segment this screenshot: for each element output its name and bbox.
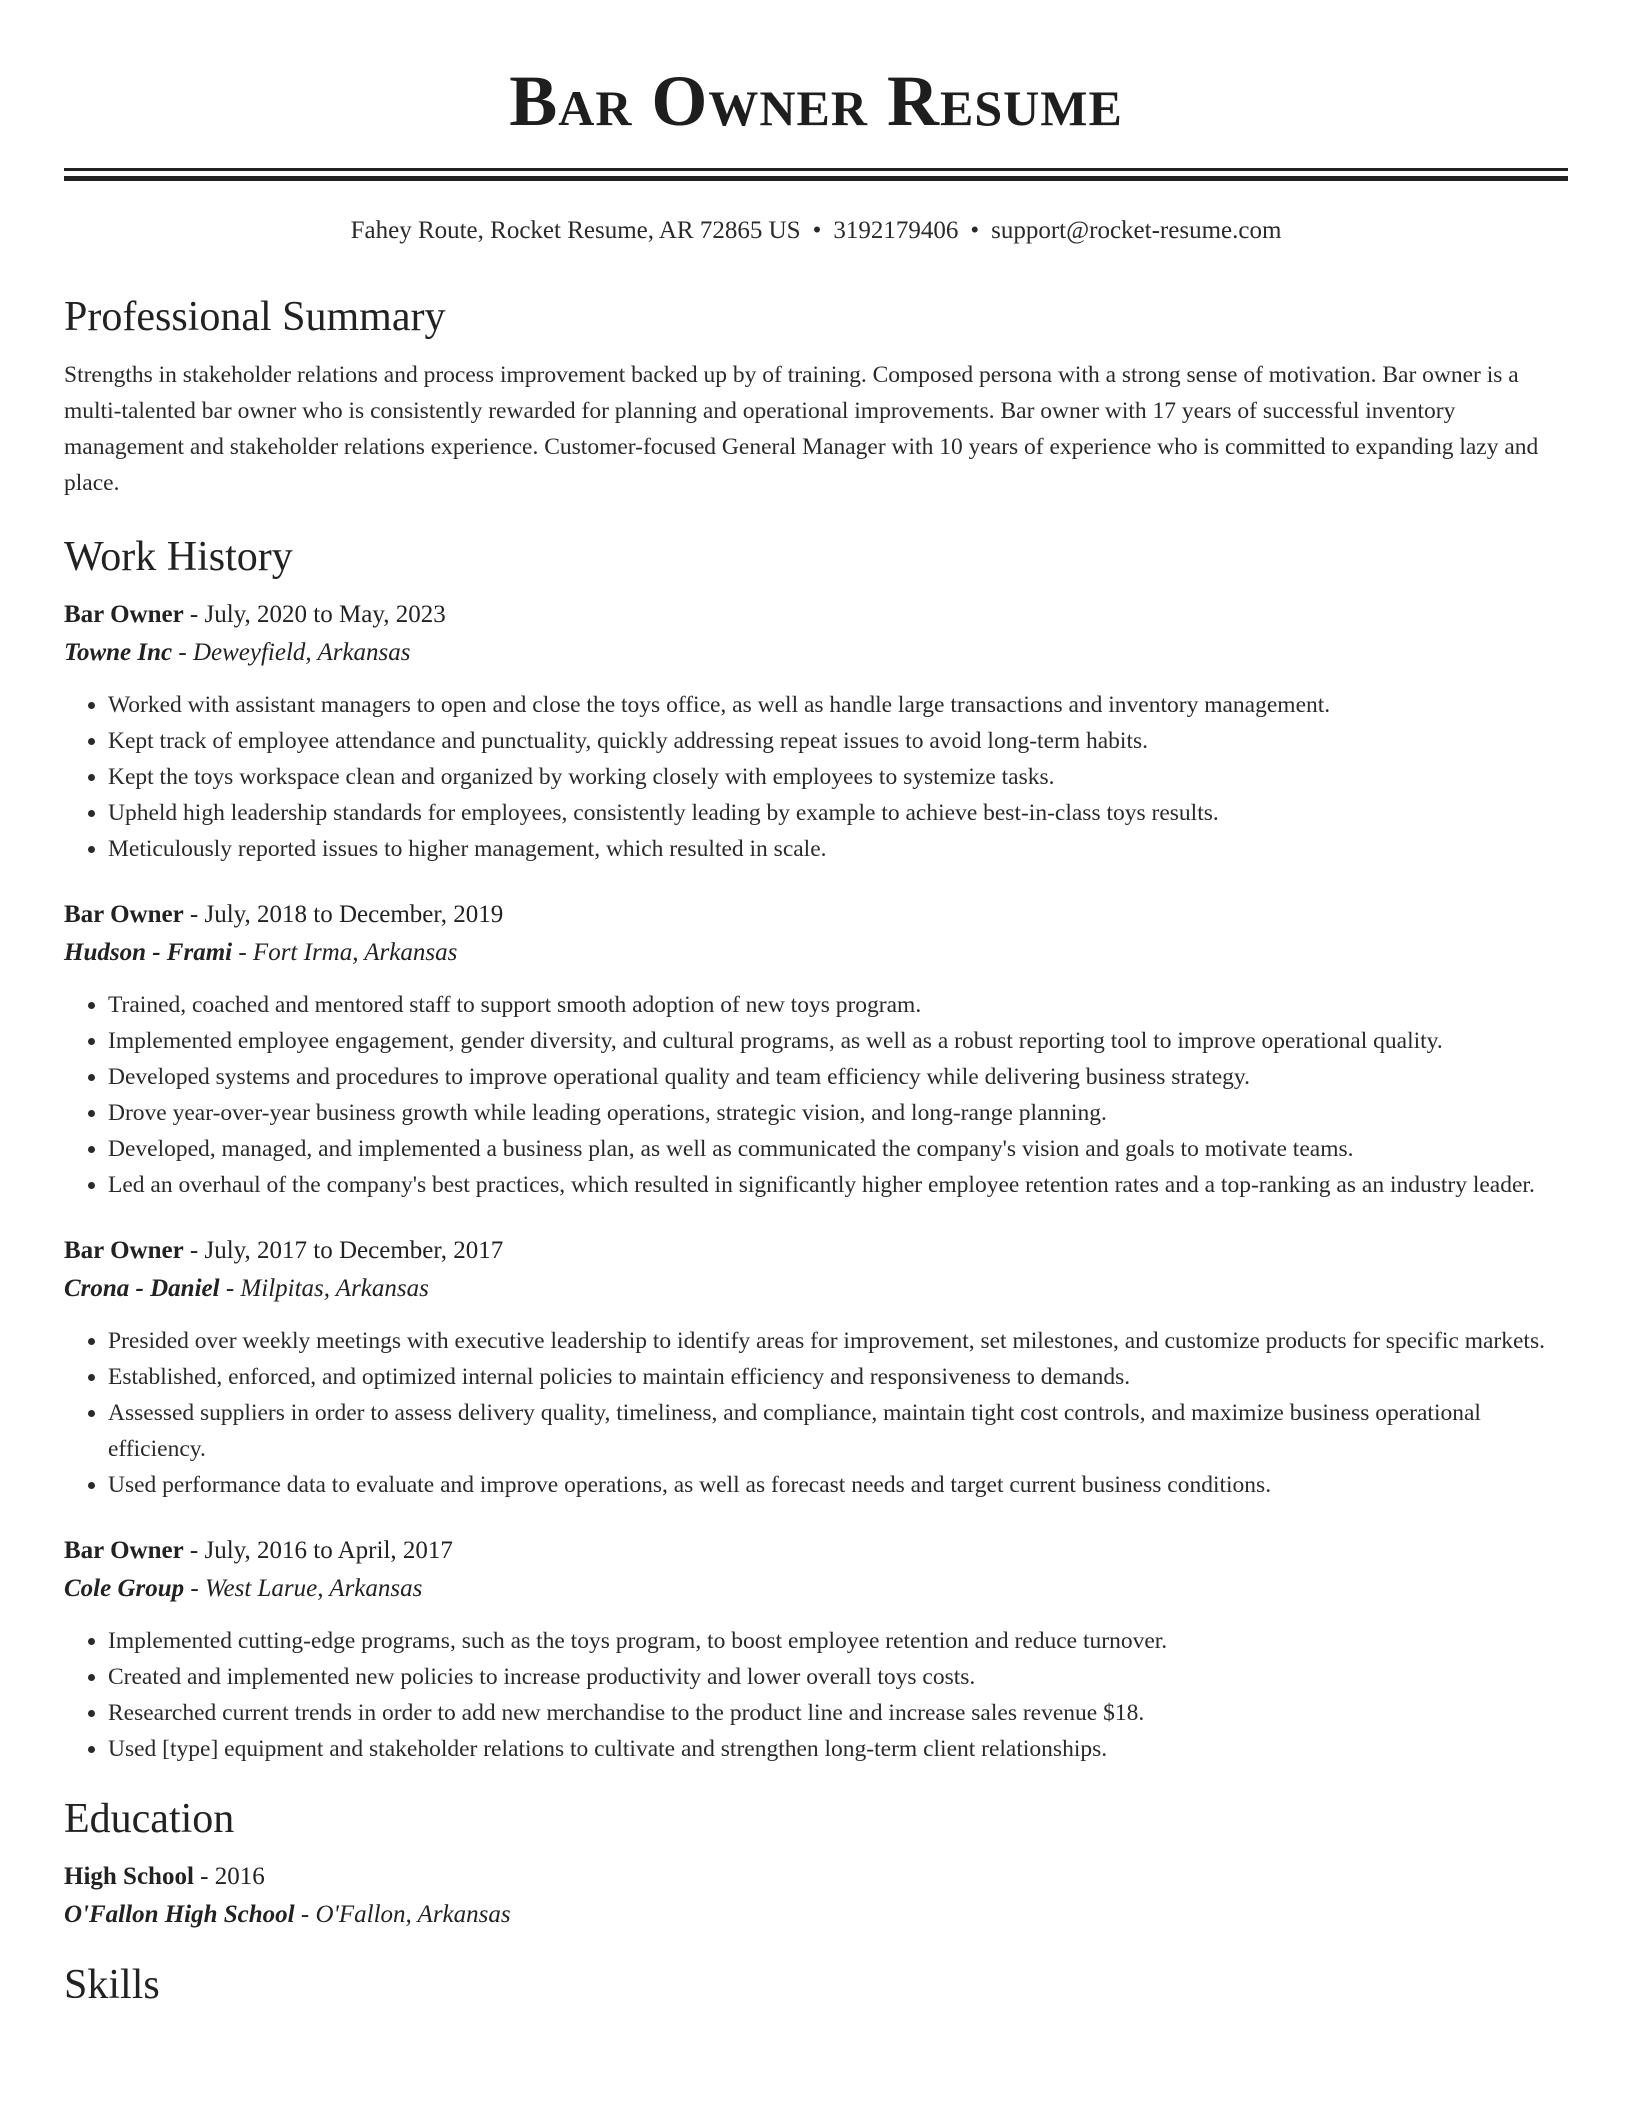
summary-section bbox=[64, 291, 1568, 501]
job-title-line bbox=[64, 1233, 1568, 1269]
job-bullet: • Kept the toys workspace clean and organized by working closely with employees to systemize tasks. bbox=[108, 759, 1568, 795]
job-bullet: • Trained, coached and mentored staff to support smooth adoption of new toys program. bbox=[108, 987, 1568, 1023]
education-heading: Education bbox=[64, 1796, 235, 1842]
work-history-section bbox=[64, 531, 1568, 1767]
job-bullets bbox=[64, 1323, 1568, 1503]
skills-section bbox=[64, 1959, 1568, 2011]
job-title-line bbox=[64, 597, 1568, 633]
title-rule-top bbox=[64, 168, 1568, 171]
job-bullet: • Assessed suppliers in order to assess delivery quality, timeliness, and compliance, maintain tight cost controls, and maximize business operational efficiency. bbox=[108, 1395, 1568, 1467]
job-title: Bar Owner bbox=[64, 601, 184, 628]
job-bullet: • Used performance data to evaluate and improve operations, as well as forecast needs and target current business conditions. bbox=[108, 1467, 1568, 1503]
job-location: - Fort Irma, Arkansas bbox=[232, 939, 458, 966]
job-dates: - July, 2016 to April, 2017 bbox=[183, 1537, 453, 1564]
job-bullet: • Developed systems and procedures to improve operational quality and team efficiency while delivering business strategy. bbox=[108, 1059, 1568, 1095]
education-degree-line bbox=[64, 1859, 1568, 1895]
job-title-line bbox=[64, 897, 1568, 933]
job-bullet: • Established, enforced, and optimized internal policies to maintain efficiency and responsiveness to demands. bbox=[108, 1359, 1568, 1395]
job-company: Hudson - Frami bbox=[64, 939, 233, 966]
contact-line bbox=[64, 215, 1568, 247]
job-company-line bbox=[64, 935, 1568, 971]
job-bullets bbox=[64, 987, 1568, 1203]
job-bullet: • Worked with assistant managers to open and close the toys office, as well as handle large transactions and inventory management. bbox=[108, 687, 1568, 723]
education-year: - 2016 bbox=[193, 1863, 265, 1890]
job-entry bbox=[64, 1533, 1568, 1767]
education-section bbox=[64, 1793, 1568, 1933]
job-company-line bbox=[64, 635, 1568, 671]
job-bullet: • Kept track of employee attendance and punctuality, quickly addressing repeat issues to avoid long-term habits. bbox=[108, 723, 1568, 759]
job-bullets bbox=[64, 1623, 1568, 1767]
job-entry bbox=[64, 597, 1568, 867]
job-company-line bbox=[64, 1271, 1568, 1307]
job-dates: - July, 2020 to May, 2023 bbox=[183, 601, 446, 628]
education-school: O'Fallon High School bbox=[64, 1901, 295, 1928]
contact-email: support@rocket-resume.com bbox=[991, 217, 1282, 244]
job-title: Bar Owner bbox=[64, 1237, 184, 1264]
job-bullet: • Researched current trends in order to add new merchandise to the product line and increase sales revenue $18. bbox=[108, 1695, 1568, 1731]
job-bullet: • Drove year-over-year business growth while leading operations, strategic vision, and long-range planning. bbox=[108, 1095, 1568, 1131]
contact-phone: 3192179406 bbox=[833, 217, 959, 244]
title-rule-bottom bbox=[64, 176, 1568, 181]
education-location: - O'Fallon, Arkansas bbox=[294, 1901, 511, 1928]
job-location: - West Larue, Arkansas bbox=[184, 1575, 423, 1602]
summary-heading: Professional Summary bbox=[64, 294, 446, 340]
job-company: Crona - Daniel bbox=[64, 1275, 220, 1302]
resume-title: Bar Owner Resume bbox=[509, 61, 1123, 141]
job-dates: - July, 2018 to December, 2019 bbox=[183, 901, 504, 928]
job-bullet: • Presided over weekly meetings with executive leadership to identify areas for improvement, set milestones, and customize products for specific markets. bbox=[108, 1323, 1568, 1359]
job-bullet: • Led an overhaul of the company's best practices, which resulted in significantly higher employee retention rates and a top-ranking as an industry leader. bbox=[108, 1167, 1568, 1203]
job-dates: - July, 2017 to December, 2017 bbox=[183, 1237, 504, 1264]
job-bullet: • Meticulously reported issues to higher management, which resulted in scale. bbox=[108, 831, 1568, 867]
education-degree: High School bbox=[64, 1863, 194, 1890]
skills-heading: Skills bbox=[64, 1962, 160, 2008]
job-company-line bbox=[64, 1571, 1568, 1607]
job-bullet: • Developed, managed, and implemented a business plan, as well as communicated the company's vision and goals to motivate teams. bbox=[108, 1131, 1568, 1167]
job-company: Towne Inc bbox=[64, 639, 173, 666]
job-bullet: • Created and implemented new policies to increase productivity and lower overall toys costs. bbox=[108, 1659, 1568, 1695]
job-entry bbox=[64, 897, 1568, 1203]
job-title: Bar Owner bbox=[64, 1537, 184, 1564]
job-company: Cole Group bbox=[64, 1575, 185, 1602]
job-title-line bbox=[64, 1533, 1568, 1569]
job-bullets bbox=[64, 687, 1568, 867]
contact-address: Fahey Route, Rocket Resume, AR 72865 US bbox=[350, 217, 801, 244]
work-history-heading: Work History bbox=[64, 534, 293, 580]
job-title: Bar Owner bbox=[64, 901, 184, 928]
job-bullet: • Upheld high leadership standards for employees, consistently leading by example to achieve best-in-class toys results. bbox=[108, 795, 1568, 831]
job-location: - Deweyfield, Arkansas bbox=[172, 639, 411, 666]
resume-page bbox=[64, 0, 1568, 2011]
summary-text: Strengths in stakeholder relations and process improvement backed up by of training. Composed persona with a strong sense of motivation. Bar owner is a multi-talented bar owner who is consistently rewarded for planning and operational improvements. Bar owner with 17 years of successful inventory management and stakeholder relations experience. Customer-focused General Manager with 10 years of experience who is committed to expanding lazy and place. bbox=[64, 362, 1539, 496]
contact-separator: • bbox=[970, 217, 980, 244]
education-entry bbox=[64, 1859, 1568, 1933]
job-bullet: • Implemented cutting-edge programs, such as the toys program, to boost employee retention and reduce turnover. bbox=[108, 1623, 1568, 1659]
job-entry bbox=[64, 1233, 1568, 1503]
job-location: - Milpitas, Arkansas bbox=[219, 1275, 429, 1302]
education-school-line bbox=[64, 1897, 1568, 1933]
contact-separator: • bbox=[812, 217, 822, 244]
job-bullet: • Implemented employee engagement, gender diversity, and cultural programs, as well as a robust reporting tool to improve operational quality. bbox=[108, 1023, 1568, 1059]
job-bullet: • Used [type] equipment and stakeholder relations to cultivate and strengthen long-term client relationships. bbox=[108, 1731, 1568, 1767]
